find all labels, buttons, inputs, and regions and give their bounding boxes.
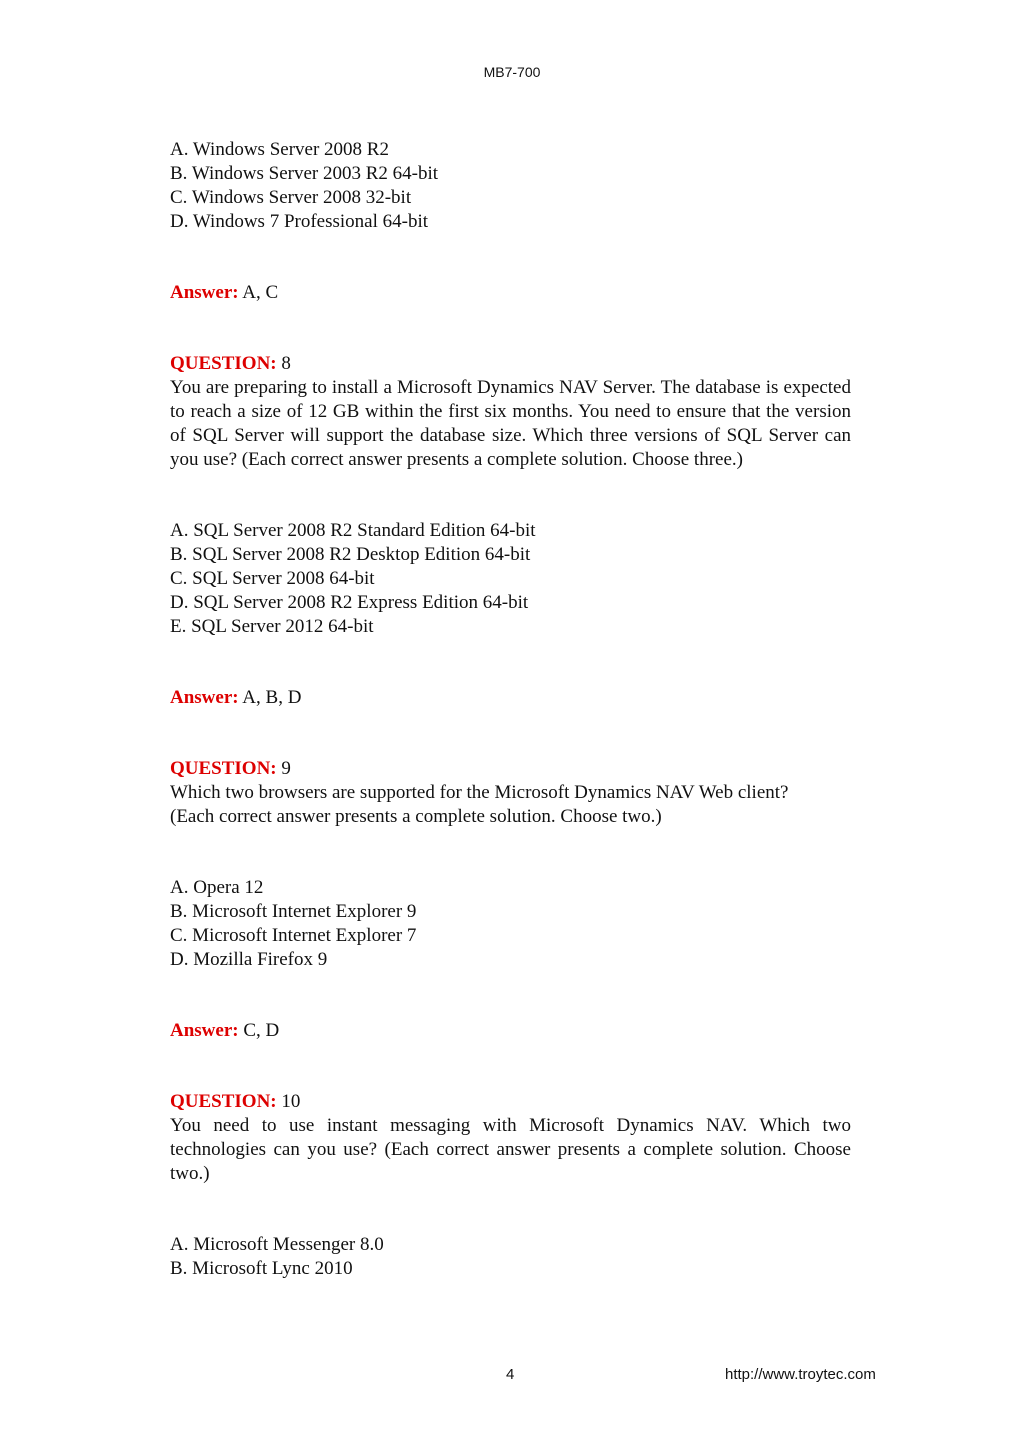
question-9-text-line-2: (Each correct answer presents a complete solution. Choose two.) (170, 806, 662, 827)
option-a: A. Windows Server 2008 R2 (170, 139, 389, 160)
answer-value: A, B, D (238, 687, 302, 708)
option-e: E. SQL Server 2012 64-bit (170, 616, 374, 637)
document-body (170, 138, 851, 1281)
option-d: D. Windows 7 Professional 64-bit (170, 211, 429, 232)
option-b: B. SQL Server 2008 R2 Desktop Edition 64-bit (170, 544, 531, 565)
option-c: C. SQL Server 2008 64-bit (170, 568, 375, 589)
option-d: D. SQL Server 2008 R2 Express Edition 64-bit (170, 592, 529, 613)
question-7-answer (170, 281, 851, 305)
answer-value: C, D (238, 1020, 280, 1041)
page-header: MB7-700 (483, 64, 541, 80)
option-c: C. Windows Server 2008 32-bit (170, 187, 412, 208)
answer-label: Answer: (170, 1020, 239, 1041)
footer-url: http://www.troytec.com (725, 1366, 876, 1383)
question-8-heading (170, 352, 851, 376)
option-a: A. SQL Server 2008 R2 Standard Edition 64-bit (170, 520, 536, 541)
question-9-text-line-1: Which two browsers are supported for the Microsoft Dynamics NAV Web client? (170, 782, 789, 803)
question-8-text: You are preparing to install a Microsoft Dynamics NAV Server. The database is expected to reach a size of 12 GB within the first six months. You need to ensure that the version of SQL Server will support the database size. Which three versions of SQL Server can you use? (Each correct answer presents a complete solution. Choose three.) (170, 377, 851, 470)
option-b: B. Windows Server 2003 R2 64-bit (170, 163, 439, 184)
question-8-options (170, 519, 851, 639)
question-9-options (170, 876, 851, 972)
question-label: QUESTION: (170, 758, 277, 779)
question-9-heading (170, 757, 851, 781)
question-10-text: You need to use instant messaging with Microsoft Dynamics NAV. Which two technologies can you use? (Each correct answer presents a complete solution. Choose two.) (170, 1115, 851, 1184)
page-number: 4 (506, 1366, 515, 1383)
question-8-answer (170, 686, 851, 710)
option-b: B. Microsoft Internet Explorer 9 (170, 901, 417, 922)
question-number: 10 (276, 1091, 301, 1112)
question-number: 8 (276, 353, 291, 374)
question-label: QUESTION: (170, 353, 277, 374)
question-9-answer (170, 1019, 851, 1043)
question-label: QUESTION: (170, 1091, 277, 1112)
option-a: A. Opera 12 (170, 877, 264, 898)
option-c: C. Microsoft Internet Explorer 7 (170, 925, 417, 946)
option-d: D. Mozilla Firefox 9 (170, 949, 328, 970)
question-7-options (170, 138, 851, 234)
option-a: A. Microsoft Messenger 8.0 (170, 1234, 384, 1255)
option-b: B. Microsoft Lync 2010 (170, 1258, 353, 1279)
question-number: 9 (276, 758, 291, 779)
question-10-heading (170, 1090, 851, 1114)
answer-label: Answer: (170, 687, 239, 708)
question-10-options (170, 1233, 851, 1281)
answer-label: Answer: (170, 282, 239, 303)
answer-value: A, C (238, 282, 279, 303)
